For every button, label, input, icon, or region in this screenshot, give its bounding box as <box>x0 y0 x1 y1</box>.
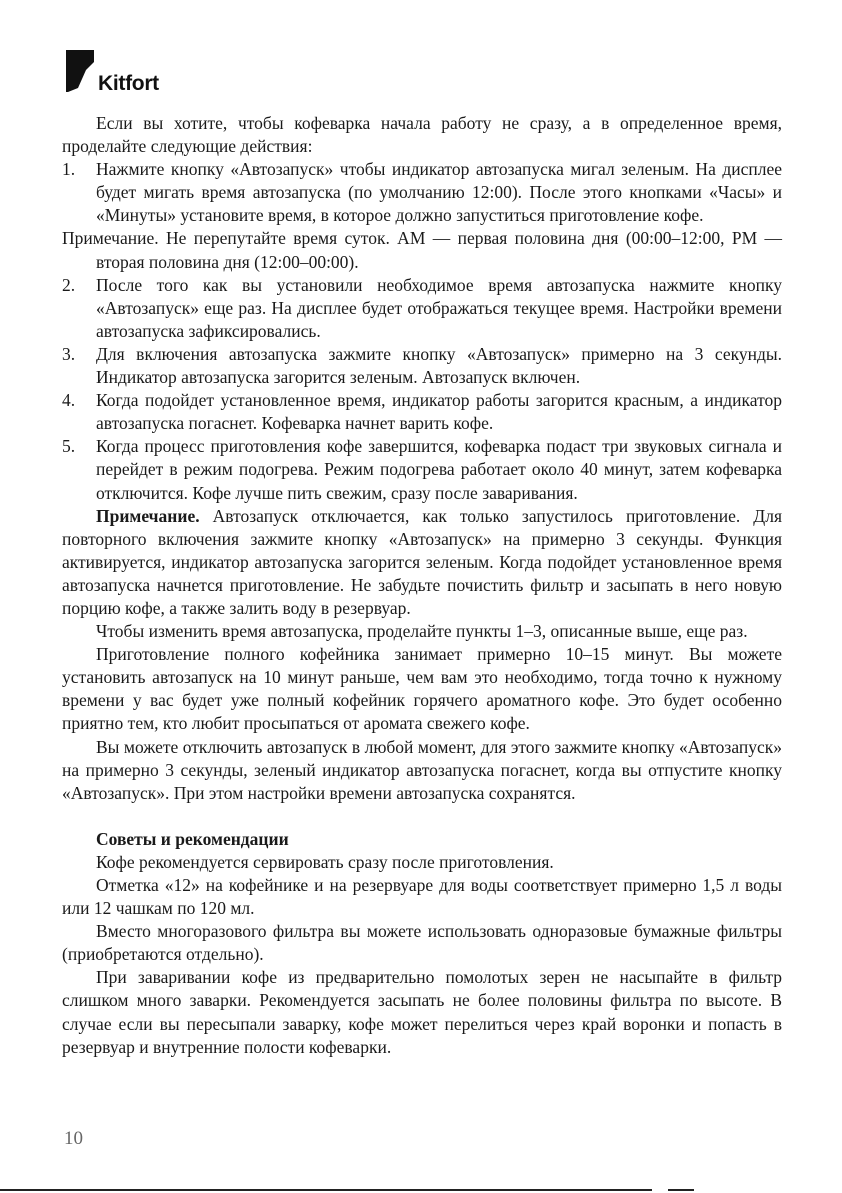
tip-paragraph: Вместо многоразового фильтра вы можете использовать одноразовые бумажные фильтры (приобретаются отдельно). <box>62 921 782 965</box>
step-text: Для включения автозапуска зажмите кнопку «Автозапуск» примерно на 3 секунды. Индикатор автозапуска загорится зеленым. Автозапуск включен. <box>96 343 782 388</box>
paragraph: Чтобы изменить время автозапуска, проделайте пункты 1–3, описанные выше, еще раз. <box>96 621 748 642</box>
steps-list-b <box>62 274 782 505</box>
tips-heading: Советы и рекомендации <box>96 828 289 849</box>
footer-divider <box>0 1189 652 1191</box>
time-note: Примечание. Не перепутайте время суток. АМ — первая половина дня (00:00–12:00, РМ — вторая половина дня (12:00–00:00). <box>62 228 782 272</box>
list-item <box>62 389 782 435</box>
step-number: 4. <box>62 390 76 411</box>
step-number: 2. <box>62 274 76 295</box>
note-text: Автозапуск отключается, как только запустилось приготовление. Для повторного включения зажмите кнопку «Автозапуск» на примерно 3 секунды. Функция активируется, индикатор автозапуска загорится зеленым. Когда подойдет установленное время автозапуска начнется приготовление. Не забудьте почистить фильтр и засыпать в него новую порцию кофе, а также залить воду в резервуар. <box>62 505 782 618</box>
tip-paragraph: При заваривании кофе из предварительно помолотых зерен не насыпайте в фильтр слишком много заварки. Рекомендуется засыпать не более половины фильтра по высоте. В случае если вы пересыпали заварку, кофе может перелиться через край воронки и попасть в резервуар и внутренние полости кофеварки. <box>62 967 782 1057</box>
tip-paragraph: Отметка «12» на кофейнике и на резервуаре для воды соответствует примерно 1,5 л воды или 12 чашкам по 120 мл. <box>62 875 782 919</box>
step-number: 5. <box>62 436 76 457</box>
page-number: 10 <box>64 1128 83 1149</box>
kitfort-logo-mark-icon <box>64 48 100 94</box>
step-text: Когда подойдет установленное время, индикатор работы загорится красным, а индикатор автозапуска погаснет. Кофеварка начнет варить кофе. <box>96 390 782 434</box>
step-number: 1. <box>62 159 76 180</box>
list-item <box>62 435 782 504</box>
list-item <box>62 343 782 389</box>
step-text: Нажмите кнопку «Автозапуск» чтобы индикатор автозапуска мигал зеленым. На дисплее будет мигать время автозапуска (по умолчанию 12:00). После этого кнопками «Часы» и «Минуты» установите время, в которое должно запуститься приготовление кофе. <box>96 159 782 226</box>
step-text: Когда процесс приготовления кофе завершится, кофеварка подаст три звуковых сигнала и перейдет в режим подогрева. Режим подогрева работает около 40 минут, затем кофеварка отключится. Кофе лучше пить свежим, сразу после заваривания. <box>96 436 782 503</box>
list-item <box>62 274 782 343</box>
paragraph: Вы можете отключить автозапуск в любой момент, для этого зажмите кнопку «Автозапуск» на примерно 3 секунды, зеленый индикатор автозапуска погаснет, когда вы отпустите кнопку «Автозапуск». При этом настройки времени автозапуска сохранятся. <box>62 736 782 803</box>
steps-list-a <box>62 158 782 227</box>
list-item <box>62 158 782 227</box>
paragraph: Приготовление полного кофейника занимает примерно 10–15 минут. Вы можете установить автозапуск на 10 минут раньше, чем вам это необходимо, тогда точно к нужному времени у вас будет уже полный кофейник горячего ароматного кофе. Это будет особенно приятно тем, кто любит просыпаться от аромата свежего кофе. <box>62 644 782 734</box>
footer-divider-short <box>668 1189 694 1191</box>
tip-paragraph: Кофе рекомендуется сервировать сразу после приготовления. <box>96 851 554 872</box>
page-content <box>62 112 782 1059</box>
step-text: После того как вы установили необходимое время автозапуска нажмите кнопку «Автозапуск» еще раз. На дисплее будет отображаться текущее время. Настройки времени автозапуска зафиксировались. <box>96 274 782 341</box>
intro-paragraph: Если вы хотите, чтобы кофеварка начала работу не сразу, а в определенное время, проделайте следующие действия: <box>62 113 782 157</box>
autostart-note <box>62 505 782 620</box>
brand-name: Kitfort <box>98 72 159 95</box>
step-number: 3. <box>62 343 76 364</box>
note-label: Примечание. <box>96 505 200 526</box>
